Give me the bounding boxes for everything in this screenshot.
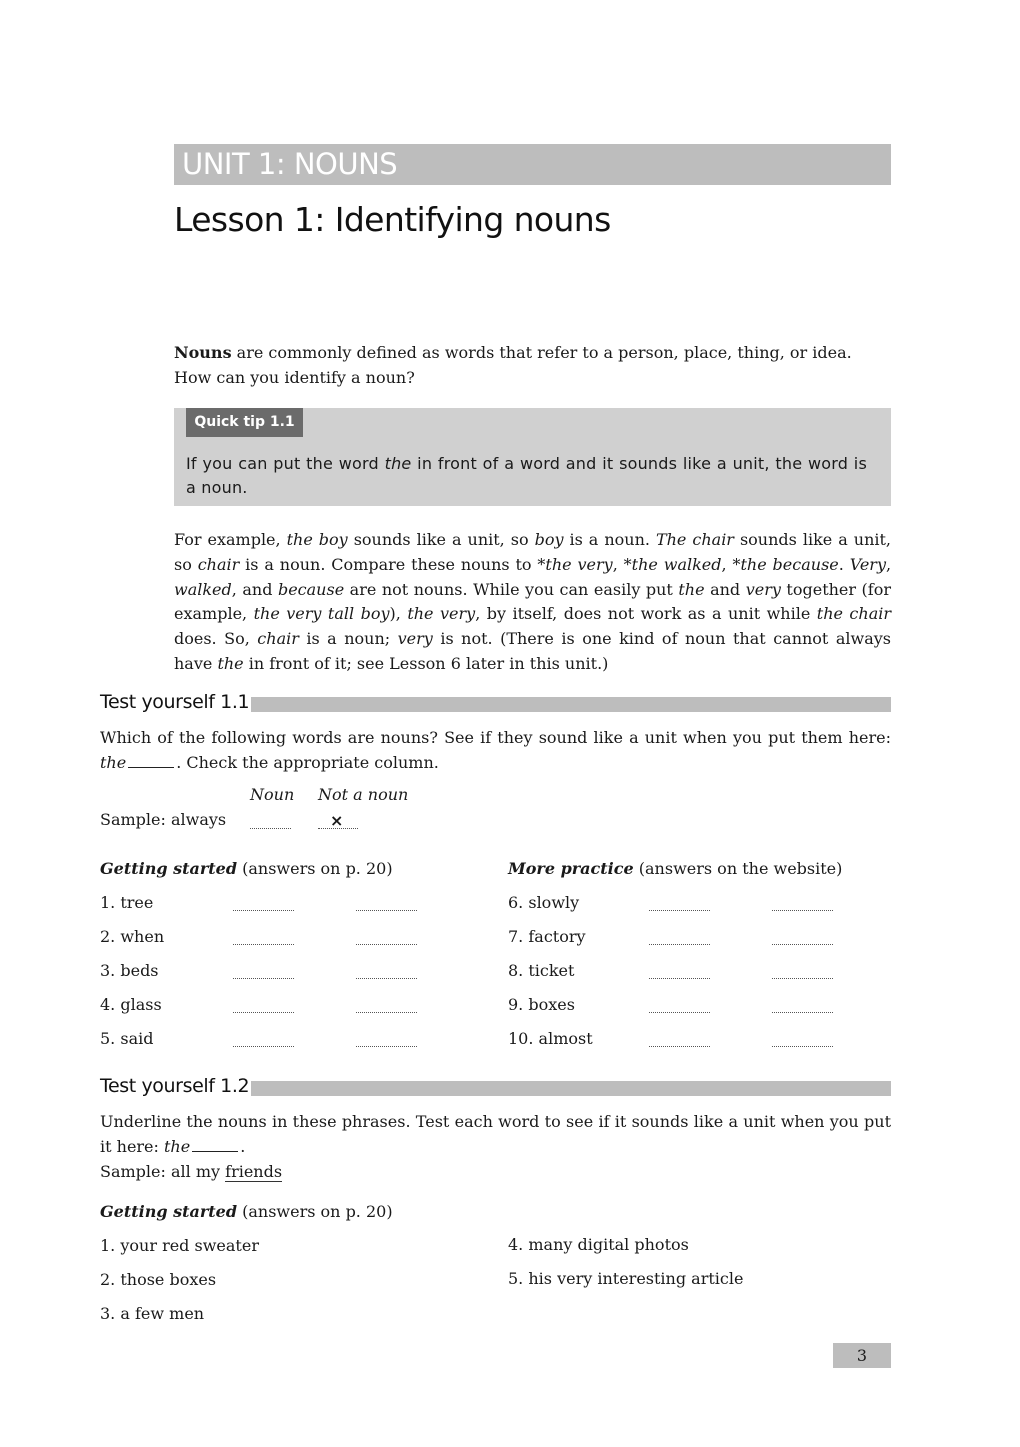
exercise-item: 2. those boxes (100, 1270, 217, 1289)
answer-blank (128, 755, 174, 768)
example-italic-text: because (277, 579, 345, 599)
example-italic-text: the very (545, 554, 613, 574)
example-italic-text: very (397, 629, 433, 649)
example-text: , * (721, 554, 741, 574)
example-text: , * (612, 554, 632, 574)
exercise-item: 4. glass (100, 995, 162, 1014)
example-italic-text: chair (197, 554, 240, 574)
example-text: sounds like a unit, so (347, 530, 535, 549)
test-1-2-header-bar (251, 1081, 891, 1096)
exercise-item: 8. ticket (508, 961, 575, 980)
exercise-item: 4. many digital photos (508, 1235, 689, 1254)
example-text: in front of it; see Lesson 6 later in this unit.) (243, 653, 609, 673)
example-text: , by itself, does not work as a unit while (475, 604, 817, 624)
not-noun-answer-field[interactable] (772, 942, 833, 945)
example-text: , and (231, 579, 278, 599)
example-italic-text: the very (407, 604, 476, 624)
sample-prefix: Sample: all my (100, 1161, 226, 1181)
sample-noun-answer[interactable] (250, 826, 291, 829)
exercise-item: 5. his very interesting article (508, 1269, 744, 1288)
quick-tip-text-part: in front of a word and it sounds like a unit, the word is a noun. (186, 454, 867, 497)
quick-tip-text-part: If you can put the word (186, 454, 385, 473)
not-noun-answer-field[interactable] (772, 908, 833, 911)
test-1-1-instruction-text: Which of the following words are nouns? See if they sound like a unit when you put them here: (100, 728, 891, 747)
example-italic-text: Very (849, 554, 886, 574)
example-italic-text: boy (534, 530, 564, 549)
test-1-1-header (100, 691, 891, 718)
noun-answer-field[interactable] (649, 942, 710, 945)
noun-answer-field[interactable] (649, 976, 710, 979)
not-noun-answer-field[interactable] (772, 1044, 833, 1047)
example-text: together (for example, (174, 579, 892, 624)
exercise-item: 6. slowly (508, 893, 580, 912)
not-noun-answer-field[interactable] (356, 976, 417, 979)
more-practice-note: (answers on the website) (633, 859, 843, 878)
column-header-noun: Noun (250, 785, 295, 804)
quick-tip-text-italic: the (384, 454, 412, 473)
intro-line1: are commonly defined as words that refer to a person, place, thing, or idea. (231, 343, 852, 362)
example-italic-text: the very tall boy (253, 604, 390, 624)
not-noun-answer-field[interactable] (356, 1044, 417, 1047)
example-text: is a noun; (298, 629, 398, 649)
exercise-item: 3. beds (100, 961, 159, 980)
noun-answer-field[interactable] (233, 976, 294, 979)
not-noun-answer-field[interactable] (356, 942, 417, 945)
example-text: does. So, (174, 629, 258, 649)
test-1-1-instruction-the: the (100, 752, 127, 772)
more-practice-label: More practice (508, 859, 634, 878)
test-1-2-header (100, 1075, 891, 1102)
example-text: , (885, 554, 892, 574)
more-practice-heading (508, 857, 842, 882)
example-italic-text: the because (740, 554, 839, 574)
exercise-item: 10. almost (508, 1029, 593, 1048)
example-text: is a noun. (563, 530, 656, 549)
exercise-item: 5. said (100, 1029, 154, 1048)
intro-bold-word: Nouns (174, 343, 232, 362)
column-header-not-a-noun: Not a noun (318, 785, 409, 804)
noun-answer-field[interactable] (649, 1044, 710, 1047)
sample-underlined-word: friends (225, 1161, 283, 1181)
example-paragraph (174, 528, 891, 677)
intro-paragraph (174, 341, 891, 391)
example-text: is a noun. Compare these nouns to * (239, 554, 546, 574)
test-1-1-heading: Test yourself 1.1 (100, 691, 250, 713)
getting-started-label: Getting started (100, 859, 238, 878)
example-italic-text: walked (174, 579, 232, 599)
not-noun-answer-field[interactable] (356, 908, 417, 911)
test-1-1-header-bar (251, 697, 891, 712)
test-1-2-instruction-the: the (164, 1136, 191, 1156)
lesson-title: Lesson 1: Identifying nouns (174, 200, 611, 239)
noun-answer-field[interactable] (233, 942, 294, 945)
noun-answer-field[interactable] (233, 908, 294, 911)
unit-title: UNIT 1: NOUNS (182, 147, 398, 181)
sample-check-mark: × (330, 811, 344, 830)
example-text: is not. (There is one kind of noun that cannot always have (174, 629, 891, 673)
page-number: 3 (833, 1343, 891, 1368)
getting-started-note: (answers on p. 20) (237, 1202, 393, 1221)
example-italic-text: chair (257, 629, 299, 649)
answer-blank (192, 1139, 238, 1152)
test-1-2-instruction-text: . (240, 1136, 246, 1156)
not-noun-answer-field[interactable] (772, 1010, 833, 1013)
noun-answer-field[interactable] (649, 1010, 710, 1013)
quick-tip-label: Quick tip 1.1 (186, 408, 303, 437)
getting-started-1-heading (100, 857, 393, 882)
example-text: For example, (174, 530, 287, 549)
example-italic-text: the (217, 653, 244, 673)
example-text: . (838, 554, 850, 574)
quick-tip-text (186, 452, 867, 500)
sample-label: Sample: always (100, 810, 227, 829)
example-italic-text: the boy (286, 530, 348, 549)
example-text: sounds like a unit, so (174, 530, 892, 574)
quick-tip-box (174, 408, 891, 506)
not-noun-answer-field[interactable] (356, 1010, 417, 1013)
getting-started-note: (answers on p. 20) (237, 859, 393, 878)
example-italic-text: the walked (631, 554, 722, 574)
example-text: ), (389, 604, 408, 624)
exercise-item: 7. factory (508, 927, 586, 946)
noun-answer-field[interactable] (649, 908, 710, 911)
unit-header-bar (174, 144, 891, 185)
test-1-2-instructions (100, 1110, 891, 1184)
not-noun-answer-field[interactable] (772, 976, 833, 979)
test-1-1-instruction-text: . Check the appropriate column. (176, 752, 439, 772)
example-italic-text: very (745, 579, 781, 599)
noun-answer-field[interactable] (233, 1044, 294, 1047)
example-italic-text: the chair (816, 604, 892, 624)
test-1-2-instruction-text: Underline the nouns in these phrases. Test each word to see if it sounds like a unit when you put it here: (100, 1112, 891, 1156)
test-1-2-sample (100, 1160, 891, 1185)
example-text: are not nouns. While you can easily put (344, 579, 679, 599)
getting-started-2-heading (100, 1200, 393, 1225)
exercise-item: 1. your red sweater (100, 1236, 259, 1255)
example-text: and (704, 579, 746, 599)
intro-line2: How can you identify a noun? (174, 367, 415, 387)
exercise-item: 3. a few men (100, 1304, 205, 1323)
exercise-item: 9. boxes (508, 995, 575, 1014)
example-italic-text: The chair (655, 530, 734, 549)
example-italic-text: the (678, 579, 705, 599)
test-1-2-heading: Test yourself 1.2 (100, 1075, 250, 1097)
exercise-item: 2. when (100, 927, 165, 946)
getting-started-label: Getting started (100, 1202, 238, 1221)
test-1-1-instructions (100, 726, 891, 776)
noun-answer-field[interactable] (233, 1010, 294, 1013)
exercise-item: 1. tree (100, 893, 154, 912)
